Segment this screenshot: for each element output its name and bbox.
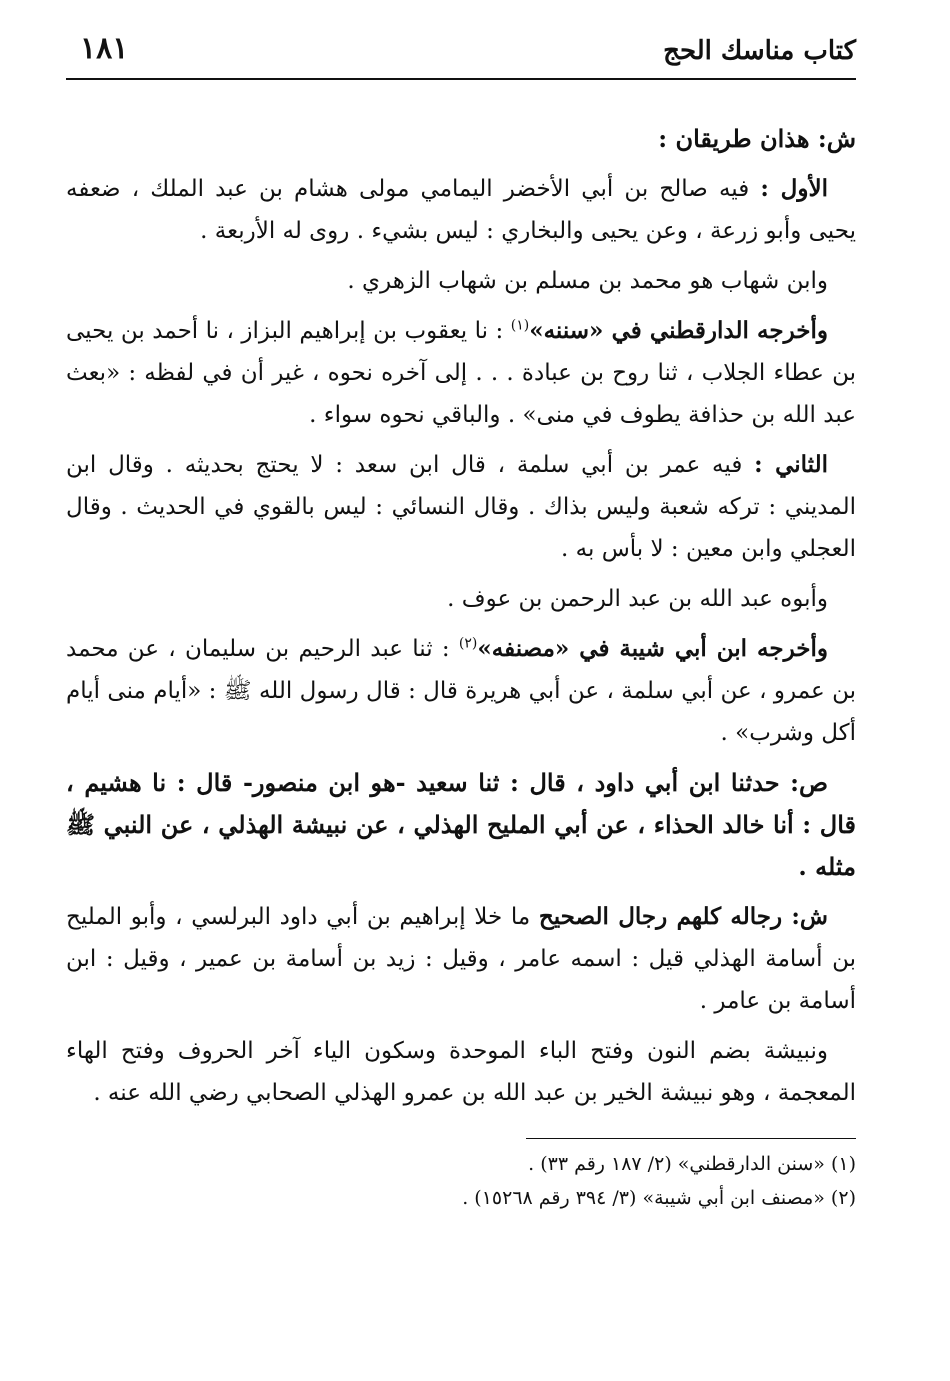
- paragraph-5: [66, 444, 856, 570]
- footnote-1: (١) «سنن الدارقطني» (٢/ ١٨٧ رقم ٣٣) .: [528, 1153, 856, 1175]
- paragraph-4: [66, 310, 856, 436]
- paragraph-text: وابن شهاب هو محمد بن مسلم بن شهاب الزهري .: [347, 268, 828, 294]
- paragraph-7: [66, 628, 856, 754]
- document-page: [66, 20, 856, 1360]
- page-number: ١٨١: [80, 31, 129, 66]
- paragraph-lead: الثاني :: [754, 451, 828, 478]
- paragraph-text: فيه صالح بن أبي الأخضر اليمامي مولى هشام بن عبد الملك ، ضعفه يحيى وأبو زرعة ، وعن يحيى والبخاري : ليس بشيء . روى له الأربعة .: [66, 176, 856, 244]
- paragraph-lead: الأول :: [760, 175, 829, 202]
- main-text: [66, 118, 856, 1114]
- paragraph-text: : ثنا عبد الرحيم بن سليمان ، عن محمد بن عمرو ، عن أبي سلمة ، عن أبي هريرة قال : قال رسول الله ﷺ : «أيام منى أيام أكل وشرب» .: [66, 636, 856, 746]
- paragraph-text: فيه عمر بن أبي سلمة ، قال ابن سعد : لا يحتج بحديثه . وقال ابن المديني : تركه شعبة وليس بذاك . وقال النسائي : ليس بالقوي في الحديث . وقال العجلي وابن معين : لا بأس به .: [66, 452, 856, 562]
- footnote-reference: (٢): [458, 635, 478, 652]
- paragraph-1: [66, 118, 856, 160]
- footnote-2: (٢) «مصنف ابن أبي شيبة» (٣/ ٣٩٤ رقم ١٥٢٦٨) .: [462, 1187, 856, 1209]
- paragraph-lead: وأخرجه ابن أبي شيبة في «مصنفه»: [477, 635, 828, 662]
- paragraph-8: [66, 762, 856, 888]
- paragraph-6: [66, 578, 856, 620]
- paragraph-text: : نا يعقوب بن إبراهيم البزاز ، نا أحمد بن يحيى بن عطاء الجلاب ، ثنا روح بن عبادة . . . إلى آخره نحوه ، غير أن في لفظه : «بعث عبد الله بن حذافة يطوف في منى» . والباقي نحوه سواء .: [66, 318, 856, 428]
- paragraph-3: [66, 260, 856, 302]
- paragraph-text: ما خلا إبراهيم بن أبي داود البرلسي ، وأبو المليح بن أسامة الهذلي قيل : اسمه عامر ، وقيل : زيد بن أسامة بن عمير ، وقيل : ابن أسامة بن عامر .: [66, 904, 856, 1014]
- paragraph-9: [66, 896, 856, 1022]
- paragraph-lead: وأخرجه الدارقطني في «سننه»: [529, 317, 828, 344]
- paragraph-text: وأبوه عبد الله بن عبد الرحمن بن عوف .: [447, 586, 828, 612]
- footnote-reference: (١): [510, 317, 530, 334]
- footnotes: [66, 1147, 856, 1215]
- book-title: كتاب مناسك الحج: [663, 36, 856, 66]
- paragraph-lead: ص: حدثنا ابن أبي داود ، قال : ثنا سعيد -هو ابن منصور- قال : نا هشيم ، قال : أنا خالد الحذاء ، عن أبي المليح الهذلي ، عن نبيشة الهذلي ، عن النبي ﷺ مثله .: [66, 768, 857, 881]
- page-header: [66, 20, 856, 80]
- paragraph-10: [66, 1030, 856, 1114]
- paragraph-text: ونبيشة بضم النون وفتح الباء الموحدة وسكون الياء آخر الحروف وفتح الهاء المعجمة ، وهو نبيشة الخير بن عبد الله بن عمرو الهذلي الصحابي رضي الله عنه .: [66, 1038, 856, 1106]
- paragraph-2: [66, 168, 856, 252]
- footnote-divider: [526, 1138, 856, 1139]
- paragraph-lead: ش: هذان طريقان :: [658, 124, 856, 153]
- paragraph-lead: ش: رجاله كلهم رجال الصحيح: [538, 903, 828, 930]
